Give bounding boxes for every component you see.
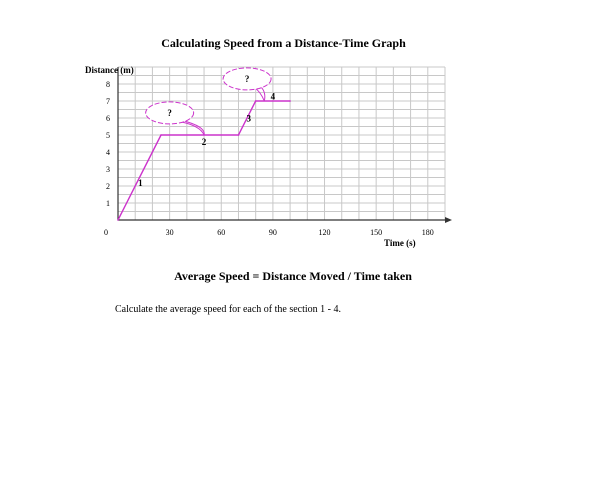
segment-label: 2 xyxy=(201,137,207,148)
instruction-text: Calculate the average speed for each of the section 1 - 4. xyxy=(115,304,342,315)
x-axis-label: Time (s) xyxy=(384,238,416,248)
segment-label: 4 xyxy=(270,91,276,102)
y-tick-label: 4 xyxy=(106,148,110,157)
y-tick-label: 6 xyxy=(106,114,110,123)
y-tick-label: 5 xyxy=(106,131,110,140)
chart-axes xyxy=(118,67,452,223)
y-tick-label: 3 xyxy=(106,165,110,174)
chart-tick-labels xyxy=(104,80,434,237)
x-tick-label: 120 xyxy=(318,228,331,237)
thought-cloud xyxy=(223,68,271,101)
data-point xyxy=(117,219,119,221)
page-title: Calculating Speed from a Distance-Time Graph xyxy=(161,36,406,50)
x-tick-label: 60 xyxy=(217,228,226,237)
x-tick-label: 30 xyxy=(165,228,174,237)
x-tick-label: 0 xyxy=(104,228,108,237)
y-tick-label: 7 xyxy=(106,97,110,106)
chart-grid xyxy=(118,67,445,220)
x-tick-label: 180 xyxy=(421,228,434,237)
x-tick-label: 90 xyxy=(268,228,277,237)
data-point xyxy=(160,134,162,136)
y-tick-label: 1 xyxy=(106,199,110,208)
y-tick-label: 8 xyxy=(106,80,110,89)
segment-label: 3 xyxy=(246,113,252,124)
y-axis-label: Distance (m) xyxy=(85,65,134,75)
data-point xyxy=(255,100,257,102)
cloud-question-mark: ? xyxy=(167,107,172,118)
data-point xyxy=(289,100,291,102)
segment-label: 1 xyxy=(138,178,143,188)
x-tick-label: 150 xyxy=(370,228,383,237)
x-axis-arrow xyxy=(445,217,452,223)
formula-text: Average Speed = Distance Moved / Time taken xyxy=(174,269,412,283)
y-tick-label: 2 xyxy=(106,182,110,191)
cloud-question-mark: ? xyxy=(244,73,250,84)
data-point xyxy=(238,134,240,136)
